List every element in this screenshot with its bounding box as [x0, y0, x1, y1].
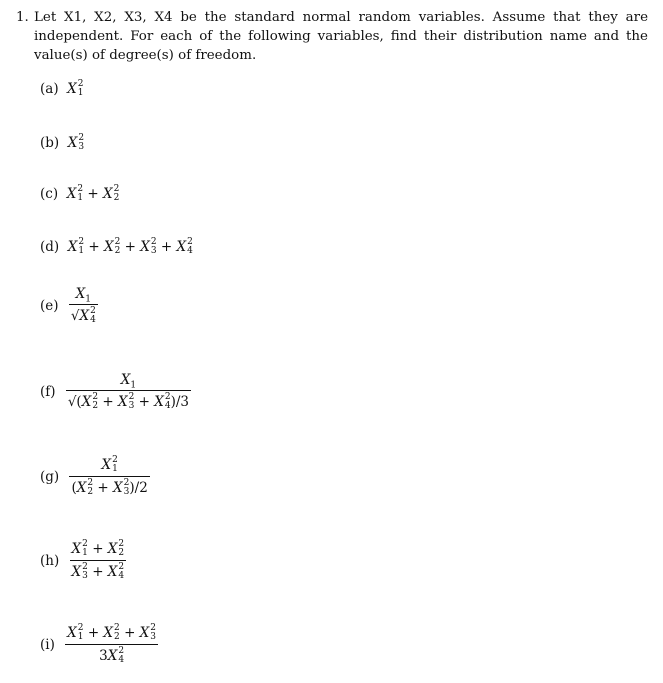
item-e — [40, 286, 98, 325]
problem-statement — [16, 8, 648, 65]
item-e-label: (e) — [40, 297, 59, 314]
item-a-expression: X 2 1 — [62, 79, 84, 98]
problem-intro: Let X1, X2, X3, X4 be the standard normal random variables. Assume that they are independent. For each of the following variables, find their distribution name and the value(s) of degree(s) of freedom. — [34, 10, 648, 63]
item-d-label: (d) — [40, 239, 60, 255]
item-d-expression: X 2 1 + X 2 2 + X 2 3 + X 2 4 — [63, 237, 193, 256]
item-f — [40, 372, 191, 411]
item-g-label: (g) — [40, 468, 60, 485]
item-h-label: (h) — [40, 552, 60, 569]
item-c-label: (c) — [40, 186, 59, 202]
item-g — [40, 456, 150, 497]
item-i-label: (i) — [40, 636, 55, 653]
item-i-expression: X 2 1 + X 2 2 + X 2 3 3X 2 4 — [67, 623, 157, 665]
item-h — [40, 540, 126, 581]
item-g-expression: X 2 1 (X 2 2 + X 2 3 )/2 — [71, 455, 148, 497]
item-a-label: (a) — [40, 81, 59, 97]
problem-number: 1. — [16, 10, 29, 25]
item-h-expression: X 2 1 + X 2 2 X 2 3 + X 2 4 — [71, 539, 125, 581]
item-b-label: (b) — [40, 135, 60, 151]
item-f-label: (f) — [40, 383, 56, 400]
item-a — [40, 80, 84, 98]
item-c — [40, 185, 119, 203]
item-e-expression: $X_1$ √X 2 4 — [70, 286, 96, 325]
item-b-expression: X 2 3 — [63, 133, 85, 152]
item-i — [40, 624, 158, 665]
item-f-expression: $X_1$ √(X 2 2 + X 2 3 + X 2 4 )/3 — [67, 372, 189, 411]
item-b — [40, 134, 84, 152]
item-c-expression: X 2 1 + X 2 2 — [62, 184, 120, 203]
item-d — [40, 238, 193, 256]
